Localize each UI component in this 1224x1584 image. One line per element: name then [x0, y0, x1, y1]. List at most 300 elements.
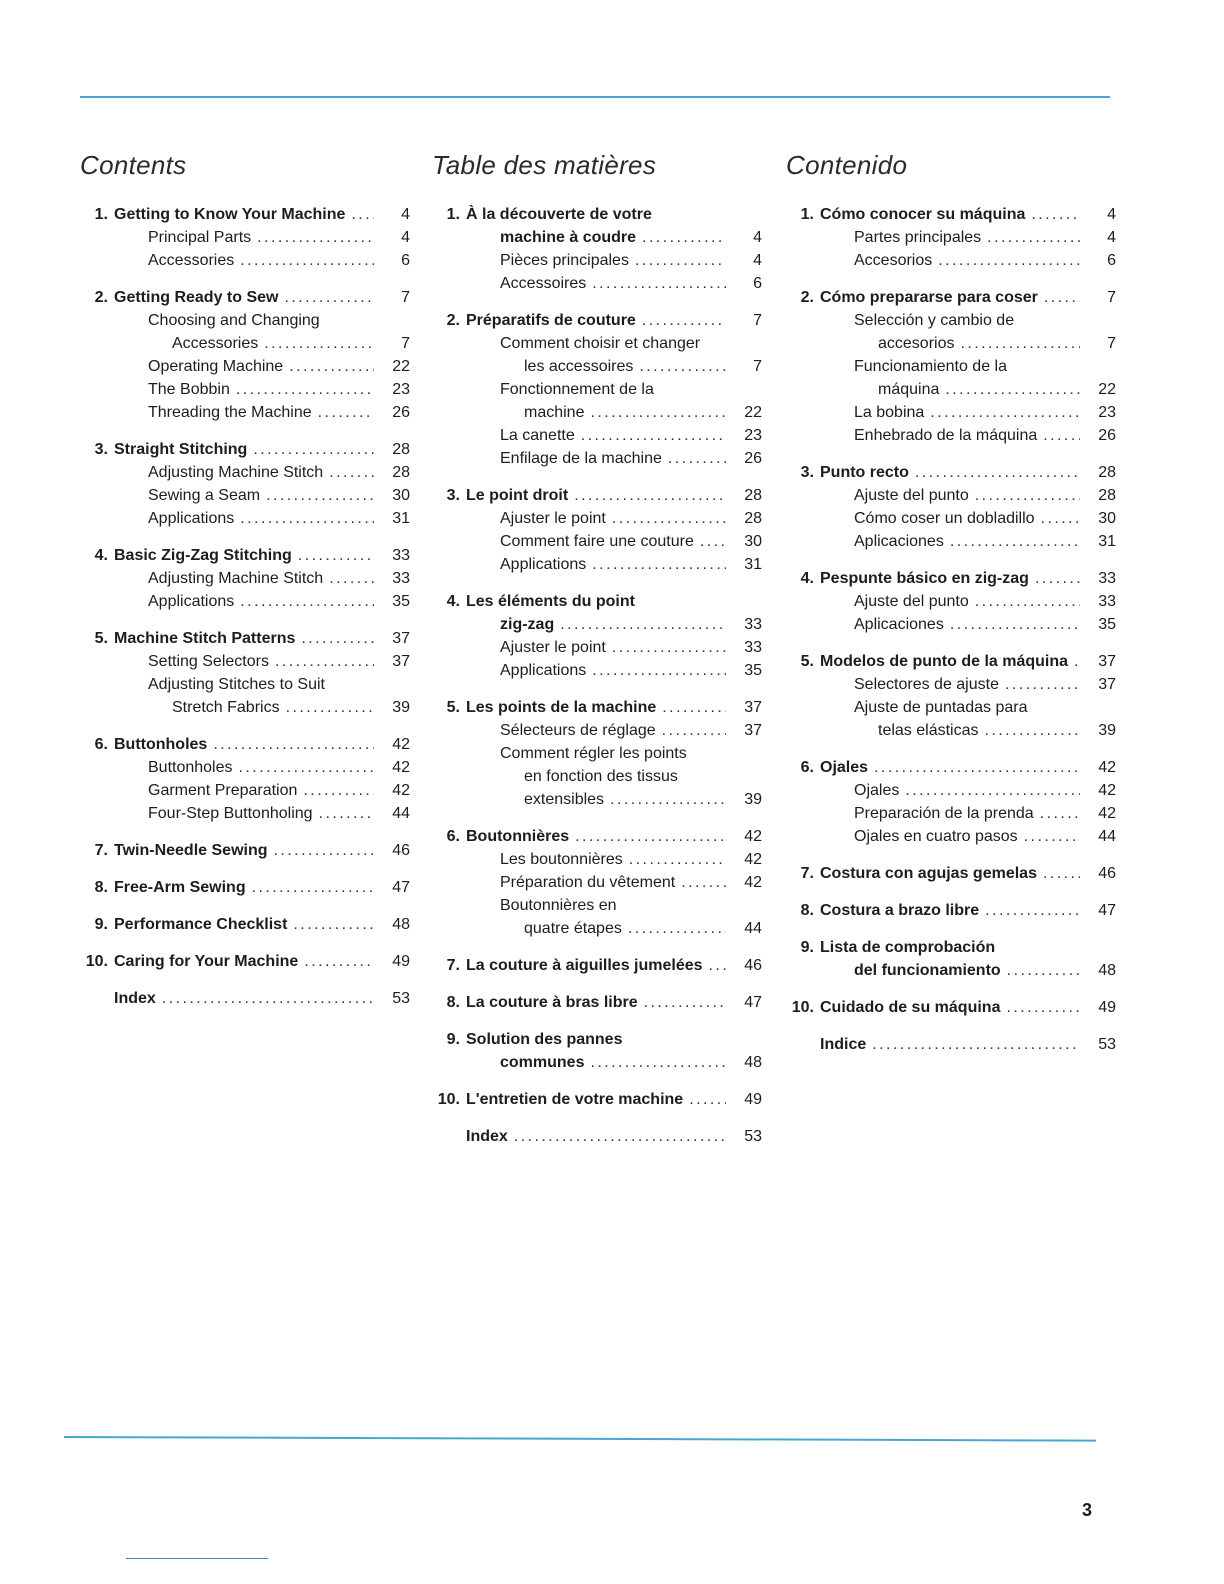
entry-page: 42: [1098, 759, 1116, 776]
toc-section: [786, 461, 1116, 553]
toc-entry: [80, 839, 410, 862]
entry-page: 37: [1098, 676, 1116, 693]
entry-text: Caring for Your Machine: [114, 953, 299, 970]
entry-text: Selección y cambio de: [854, 312, 1015, 329]
toc-section: [786, 567, 1116, 636]
toc-section: [432, 1028, 762, 1074]
entry-label: [854, 355, 1080, 378]
entry-page: 7: [401, 289, 410, 306]
entry-label: [854, 802, 1080, 825]
toc-subentry: [786, 673, 1116, 696]
toc-entry: [432, 825, 762, 848]
entry-text: Pièces principales: [500, 252, 629, 269]
entry-page: 42: [744, 874, 762, 891]
toc-subentry: [432, 848, 762, 871]
entry-label: [148, 567, 374, 590]
entry-number: 10.: [85, 953, 108, 970]
dot-leader: [280, 696, 374, 719]
entry-text: Buttonholes: [148, 759, 233, 776]
entry-text: accesorios: [878, 335, 955, 352]
dot-leader: [1038, 286, 1080, 309]
entry-page: 33: [744, 639, 762, 656]
entry-label: [466, 696, 726, 719]
toc-subentry: [432, 507, 762, 530]
toc-entry: [786, 862, 1116, 885]
dot-leader: [868, 756, 1080, 779]
entry-number: 7.: [446, 957, 460, 974]
toc-section: [432, 696, 762, 811]
entry-text: máquina: [878, 381, 940, 398]
toc-subentry: [786, 355, 1116, 378]
entry-page: 37: [744, 699, 762, 716]
column-title: Contenido: [786, 150, 908, 180]
dot-leader: [260, 484, 374, 507]
toc-subentry: [432, 917, 762, 940]
dot-leader: [638, 991, 726, 1014]
toc-section: [432, 1088, 762, 1111]
entry-page: 46: [1098, 865, 1116, 882]
dot-leader: [981, 226, 1080, 249]
entry-text: The Bobbin: [148, 381, 230, 398]
entry-number: 5.: [94, 630, 108, 647]
dot-leader: [325, 673, 374, 696]
toc-list: [432, 203, 762, 1148]
entry-text: Accessories: [148, 252, 235, 269]
column-title: Table des matières: [432, 150, 657, 180]
entry-text: Aplicaciones: [854, 616, 944, 633]
entry-number: 1.: [800, 206, 814, 223]
toc-subentry: [80, 802, 410, 825]
entry-label: [148, 355, 374, 378]
dot-leader: [508, 1125, 726, 1148]
toc-entry: [432, 1125, 762, 1148]
entry-number: 4.: [800, 570, 814, 587]
entry-text: Principal Parts: [148, 229, 252, 246]
entry-page: 42: [1098, 782, 1116, 799]
toc-section: [80, 950, 410, 973]
entry-label: [524, 917, 726, 940]
entry-label: [148, 401, 374, 424]
toc-subentry: [80, 355, 410, 378]
toc-subentry: [786, 378, 1116, 401]
entry-label: [854, 484, 1080, 507]
dot-leader: [700, 332, 726, 355]
toc-entry: [786, 461, 1116, 484]
entry-label: [466, 991, 726, 1014]
entry-number: 4.: [94, 547, 108, 564]
entry-page: 26: [392, 404, 410, 421]
entry-label: [820, 286, 1080, 309]
entry-text: Lista de comprobación: [820, 939, 996, 956]
entry-text: Aplicaciones: [854, 533, 944, 550]
toc-section: [80, 627, 410, 719]
toc-subentry: [432, 447, 762, 470]
entry-text: communes: [500, 1054, 585, 1071]
entry-number: 6.: [800, 759, 814, 776]
entry-page: 47: [1098, 902, 1116, 919]
entry-text: Getting to Know Your Machine: [114, 206, 346, 223]
dot-leader: [654, 378, 726, 401]
toc-section: [786, 936, 1116, 982]
footer-rule: [126, 1558, 268, 1559]
entry-text: Threading the Machine: [148, 404, 312, 421]
entry-text: Stretch Fabrics: [172, 699, 280, 716]
entry-number: 5.: [446, 699, 460, 716]
entry-number: 7.: [94, 842, 108, 859]
entry-text: Selectores de ajuste: [854, 676, 999, 693]
dot-leader: [320, 309, 374, 332]
toc-subentry: [786, 484, 1116, 507]
toc-subentry: [80, 673, 410, 696]
dot-leader: [999, 673, 1080, 696]
entry-text: Ajuste del punto: [854, 487, 969, 504]
entry-label: [500, 613, 726, 636]
entry-text: Preparación de la prenda: [854, 805, 1034, 822]
entry-text: Accessories: [172, 335, 259, 352]
entry-label: [114, 876, 374, 899]
toc-entry: [432, 954, 762, 977]
page-number: 3: [1081, 1500, 1092, 1520]
contents-column-english: [80, 150, 410, 1024]
entry-page: 35: [392, 593, 410, 610]
entry-number: 8.: [800, 902, 814, 919]
entry-page: 7: [1107, 335, 1116, 352]
entry-label: [466, 1088, 726, 1111]
entry-label: [466, 954, 726, 977]
entry-label: [466, 590, 726, 613]
entry-page: 39: [1098, 722, 1116, 739]
entry-label: [524, 355, 726, 378]
toc-list: [80, 203, 410, 1010]
dot-leader: [246, 876, 374, 899]
entry-page: 44: [392, 805, 410, 822]
entry-label: [854, 825, 1080, 848]
entry-label: [148, 378, 374, 401]
entry-text: Index: [466, 1128, 508, 1145]
entry-label: [854, 959, 1080, 982]
dot-leader: [604, 788, 726, 811]
toc-subentry: [80, 756, 410, 779]
toc-subentry: [80, 249, 410, 272]
entry-page: 46: [392, 842, 410, 859]
entry-text: Costura con agujas gemelas: [820, 865, 1037, 882]
entry-text: Adjusting Machine Stitch: [148, 570, 324, 587]
entry-text: La couture à aiguilles jumelées: [466, 957, 703, 974]
entry-label: [854, 530, 1080, 553]
entry-label: [466, 1125, 726, 1148]
toc-subentry: [432, 226, 762, 249]
dot-leader: [979, 719, 1081, 742]
entry-page: 22: [1098, 381, 1116, 398]
entry-text: machine: [524, 404, 585, 421]
dot-leader: [1068, 650, 1080, 673]
toc-entry: [432, 1028, 762, 1051]
contents-column-spanish: [786, 150, 1116, 1070]
entry-number: 9.: [800, 939, 814, 956]
toc-subentry: [80, 696, 410, 719]
entry-text: Cómo coser un dobladillo: [854, 510, 1035, 527]
entry-label: [500, 894, 726, 917]
toc-section: [80, 839, 410, 862]
entry-number: 6.: [94, 736, 108, 753]
dot-leader: [569, 825, 726, 848]
entry-text: La couture à bras libre: [466, 994, 638, 1011]
entry-page: 37: [392, 630, 410, 647]
entry-label: [500, 378, 726, 401]
entry-text: Pespunte básico en zig-zag: [820, 570, 1029, 587]
entry-text: Choosing and Changing: [148, 312, 320, 329]
entry-label: [854, 779, 1080, 802]
entry-label: [172, 696, 374, 719]
toc-entry: [786, 899, 1116, 922]
dot-leader: [1034, 802, 1080, 825]
dot-leader: [635, 590, 726, 613]
toc-subentry: [80, 226, 410, 249]
toc-list: [786, 203, 1116, 1056]
entry-text: Accessoires: [500, 275, 587, 292]
entry-page: 28: [392, 464, 410, 481]
entry-page: 44: [744, 920, 762, 937]
entry-page: 4: [753, 252, 762, 269]
entry-number: 9.: [94, 916, 108, 933]
toc-subentry: [786, 590, 1116, 613]
toc-subentry: [432, 332, 762, 355]
entry-label: [500, 553, 726, 576]
dot-leader: [617, 894, 726, 917]
entry-label: [148, 673, 374, 696]
toc-subentry: [432, 1051, 762, 1074]
dot-leader: [323, 567, 374, 590]
entry-page: 4: [753, 229, 762, 246]
dot-leader: [156, 987, 374, 1010]
dot-leader: [944, 530, 1080, 553]
entry-page: 33: [392, 570, 410, 587]
toc-subentry: [432, 530, 762, 553]
entry-text: Sewing a Seam: [148, 487, 261, 504]
toc-subentry: [786, 719, 1116, 742]
entry-label: [854, 309, 1080, 332]
entry-label: [114, 733, 374, 756]
entry-page: 23: [1098, 404, 1116, 421]
entry-text: Les points de la machine: [466, 699, 657, 716]
entry-page: 42: [744, 851, 762, 868]
entry-label: [878, 378, 1080, 401]
entry-label: [466, 825, 726, 848]
entry-label: [114, 286, 374, 309]
entry-text: Ajuste del punto: [854, 593, 969, 610]
dot-leader: [1001, 959, 1080, 982]
dot-leader: [1027, 696, 1080, 719]
entry-number: 2.: [94, 289, 108, 306]
toc-section: [80, 203, 410, 272]
entry-text: Four-Step Buttonholing: [148, 805, 313, 822]
top-rule: [80, 96, 1110, 98]
dot-leader: [247, 438, 374, 461]
entry-page: 48: [392, 916, 410, 933]
entry-text: Accesorios: [854, 252, 933, 269]
entry-text: Boutonnières: [466, 828, 570, 845]
entry-page: 30: [392, 487, 410, 504]
entry-label: [524, 788, 726, 811]
dot-leader: [969, 590, 1080, 613]
entry-label: [466, 203, 726, 226]
entry-label: [114, 544, 374, 567]
toc-entry: [786, 650, 1116, 673]
toc-subentry: [432, 765, 762, 788]
dot-leader: [1025, 203, 1080, 226]
dot-leader: [932, 249, 1080, 272]
dot-leader: [568, 484, 726, 507]
entry-page: 31: [392, 510, 410, 527]
entry-page: 49: [1098, 999, 1116, 1016]
entry-text: Ojales: [854, 782, 900, 799]
entry-label: [148, 802, 374, 825]
entry-text: en fonction des tissus: [524, 768, 678, 785]
dot-leader: [287, 913, 374, 936]
toc-section: [80, 876, 410, 899]
dot-leader: [694, 530, 726, 553]
toc-entry: [432, 1088, 762, 1111]
entry-page: 4: [1107, 229, 1116, 246]
entry-text: Costura a brazo libre: [820, 902, 980, 919]
entry-page: 53: [1098, 1036, 1116, 1053]
toc-subentry: [786, 507, 1116, 530]
entry-label: [854, 226, 1080, 249]
dot-leader: [1037, 424, 1080, 447]
dot-leader: [230, 378, 374, 401]
entry-text: Comment régler les points: [500, 745, 687, 762]
toc-entry: [786, 936, 1116, 959]
entry-number: 3.: [800, 464, 814, 481]
toc-entry: [80, 913, 410, 936]
toc-subentry: [786, 613, 1116, 636]
entry-page: 33: [1098, 570, 1116, 587]
toc-entry: [432, 696, 762, 719]
dot-leader: [278, 286, 374, 309]
entry-text: Funcionamiento de la: [854, 358, 1007, 375]
toc-entry: [432, 484, 762, 507]
entry-page: 35: [744, 662, 762, 679]
toc-entry: [786, 756, 1116, 779]
toc-subentry: [80, 567, 410, 590]
entry-number: 2.: [446, 312, 460, 329]
toc-subentry: [786, 249, 1116, 272]
entry-label: [148, 650, 374, 673]
entry-label: [524, 401, 726, 424]
entry-text: extensibles: [524, 791, 605, 808]
entry-text: Operating Machine: [148, 358, 284, 375]
entry-number: 1.: [94, 206, 108, 223]
dot-leader: [1018, 825, 1080, 848]
entry-label: [148, 507, 374, 530]
dot-leader: [909, 461, 1080, 484]
dot-leader: [606, 636, 726, 659]
entry-number: 6.: [446, 828, 460, 845]
toc-subentry: [80, 779, 410, 802]
toc-subentry: [432, 355, 762, 378]
toc-subentry: [432, 742, 762, 765]
dot-leader: [1014, 309, 1080, 332]
entry-label: [148, 779, 374, 802]
toc-section: [80, 913, 410, 936]
dot-leader: [939, 378, 1080, 401]
entry-label: [500, 249, 726, 272]
entry-label: [148, 226, 374, 249]
entry-label: [854, 507, 1080, 530]
entry-text: Fonctionnement de la: [500, 381, 654, 398]
toc-subentry: [432, 613, 762, 636]
dot-leader: [345, 203, 374, 226]
entry-label: [500, 424, 726, 447]
entry-page: 49: [392, 953, 410, 970]
entry-page: 42: [744, 828, 762, 845]
entry-page: 23: [392, 381, 410, 398]
entry-label: [524, 765, 726, 788]
entry-text: Comment choisir et changer: [500, 335, 701, 352]
entry-label: [148, 249, 374, 272]
entry-label: [500, 332, 726, 355]
entry-page: 28: [1098, 487, 1116, 504]
toc-section: [786, 756, 1116, 848]
entry-text: Applications: [500, 556, 587, 573]
dot-leader: [1029, 567, 1080, 590]
entry-page: 23: [744, 427, 762, 444]
toc-subentry: [80, 401, 410, 424]
entry-page: 33: [1098, 593, 1116, 610]
dot-leader: [234, 590, 374, 613]
entry-text: Applications: [500, 662, 587, 679]
toc-subentry: [786, 825, 1116, 848]
entry-page: 31: [1098, 533, 1116, 550]
dot-leader: [258, 332, 374, 355]
entry-number: 4.: [446, 593, 460, 610]
entry-text: Boutonnières en: [500, 897, 617, 914]
entry-label: [500, 719, 726, 742]
toc-section: [786, 650, 1116, 742]
toc-entry: [786, 1033, 1116, 1056]
toc-section: [432, 203, 762, 295]
dot-leader: [586, 659, 726, 682]
entry-label: [114, 839, 374, 862]
entry-text: Applications: [148, 593, 235, 610]
entry-text: Les boutonnières: [500, 851, 623, 868]
dot-leader: [629, 249, 726, 272]
dot-leader: [312, 401, 374, 424]
dot-leader: [586, 553, 726, 576]
dot-leader: [656, 719, 726, 742]
toc-entry: [786, 567, 1116, 590]
entry-label: [820, 461, 1080, 484]
entry-number: 2.: [800, 289, 814, 306]
entry-page: 37: [1098, 653, 1116, 670]
entry-page: 7: [1107, 289, 1116, 306]
entry-page: 42: [1098, 805, 1116, 822]
entry-page: 26: [744, 450, 762, 467]
dot-leader: [678, 765, 726, 788]
entry-label: [148, 484, 374, 507]
toc-subentry: [80, 650, 410, 673]
entry-label: [148, 461, 374, 484]
entry-text: les accessoires: [524, 358, 634, 375]
entry-label: [114, 627, 374, 650]
entry-page: 47: [744, 994, 762, 1011]
entry-label: [148, 756, 374, 779]
entry-text: Modelos de punto de la máquina: [820, 653, 1069, 670]
entry-number: 9.: [446, 1031, 460, 1048]
entry-text: Punto recto: [820, 464, 909, 481]
entry-page: 30: [744, 533, 762, 550]
dot-leader: [1037, 862, 1080, 885]
